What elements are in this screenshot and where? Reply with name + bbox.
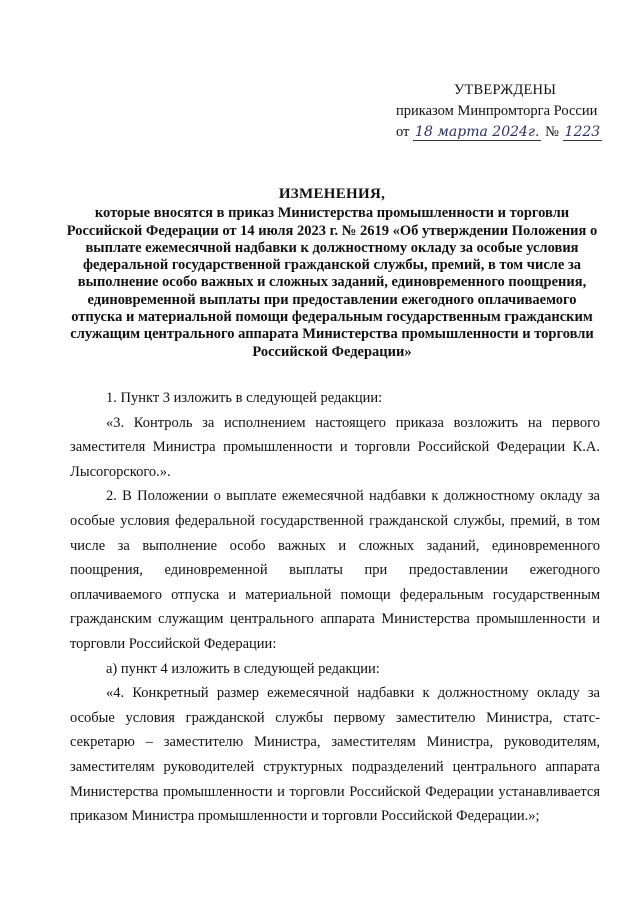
from-prefix: от	[396, 124, 410, 140]
document-body	[70, 386, 600, 829]
page-subtitle: которые вносятся в приказ Министерства промышленности и торговли Российской Федерации от 14 июля 2023 г. № 2619 «Об утверждении Положения о выплате ежемесячной надбавки к должностному окладу за особые условия федеральной государственной гражданской службы, премий, в том числе за выполнение особо важных и сложных заданий, единовременного поощрения, единовременной выплаты при предоставлении ежегодного оплачиваемого отпуска и материальной помощи федеральным государственным гражданским служащим центрального аппарата Министерства промышленности и торговли Российской Федерации»	[66, 205, 598, 360]
page-title: ИЗМЕНЕНИЯ,	[278, 186, 386, 202]
approved-title: УТВЕРЖДЕНЫ	[454, 82, 557, 98]
document-heading	[64, 186, 600, 361]
approval-stamp	[396, 80, 626, 143]
number-sign: №	[545, 124, 559, 140]
paragraph-item-1: 1. Пункт 3 изложить в следующей редакции:	[106, 390, 383, 406]
order-issuer: приказом Минпромторга России	[396, 103, 598, 119]
handwritten-order-number: 1223	[564, 124, 601, 140]
order-date-number-line	[396, 122, 626, 143]
paragraph-item-1-text: «3. Контроль за исполнением настоящего приказа возложить на первого заместителя Министра промышленности и торговли Российской Федерации К.А. Лысогорского.».	[70, 414, 600, 480]
paragraph-item-2a: а) пункт 4 изложить в следующей редакции:	[106, 660, 380, 677]
paragraph-item-2: 2. В Положении о выплате ежемесячной надбавки к должностному окладу за особые условия федеральной государственной гражданской службы, премий, в том числе за выполнение особо важных и сложных заданий, единовременного поощрения, единовременной выплаты при предоставлении ежегодного оплачиваемого отпуска и материальной помощи федеральным государственным гражданским служащим центрального аппарата Министерства промышленности и торговли Российской Федерации:	[70, 488, 600, 652]
handwritten-date: 18 марта 2024г.	[415, 124, 540, 140]
paragraph-item-2a-text: «4. Конкретный размер ежемесячной надбавки к должностному окладу за особые условия гражданской службы первому заместителю Министра, статс-секретарю – заместителю Министра, заместителям Министра, руководителям, заместителям руководителей структурных подразделений центрального аппарата Министерства промышленности и торговли Российской Федерации устанавливается приказом Министра промышленности и торговли Российской Федерации.»;	[70, 685, 600, 825]
